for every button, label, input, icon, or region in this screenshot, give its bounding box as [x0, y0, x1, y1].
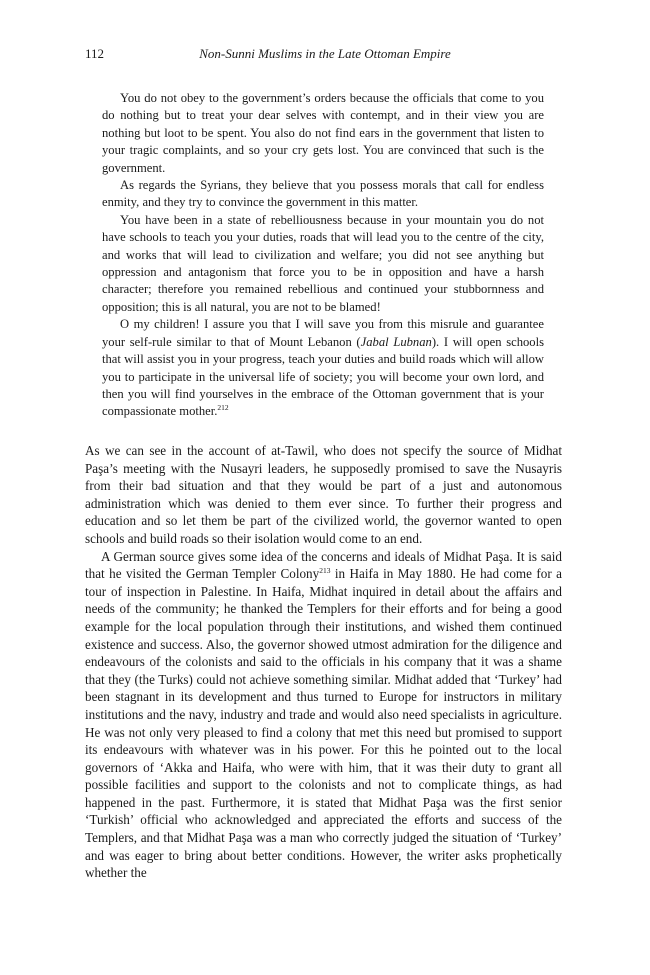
block-quote: [102, 90, 544, 421]
body-paragraph: As we can see in the account of at-Tawil, who does not specify the source of Midhat Paşa’s meeting with the Nusayri leaders, he supposedly promised to save the Nusayris from their bad situation and that they would be part of a just and autonomous administration which was denied to them ever since. To further their progress and education and so let them be part of the civilized world, the governor wanted to open schools and build roads so their isolation would come to an end.: [85, 443, 562, 546]
page-header: [85, 46, 565, 64]
footnote-marker: 213: [319, 566, 331, 576]
body-text: [85, 442, 562, 882]
running-title: Non-Sunni Muslims in the Late Ottoman Empire: [199, 46, 451, 61]
body-text-span: in Haifa in May 1880. He had come for a tour of inspection in Palestine. In Haifa, Midhat inquired in detail about the affairs and needs of the community; he thanked the Templers for their efforts and for being a good example for the local population through their institutions, and wished them continued existence and success. Also, the governor showed utmost admiration for the diligence and endeavours of the colonists and said to the officials in his company that it was a shame that they (the Turks) could not achieve something similar. Midhat added that ‘Turkey’ had been stagnant in its development and thus turned to Europe for instructors in military institutions and the navy, industry and trade and would also need specialists in agriculture. He was not only very pleased to find a colony that met this need but promised to support its endeavours with whatever was in his power. For this he pointed out to the local governors of ‘Akka and Haifa, who were with him, that it was their duty to grant all possible facilities and support to the colonists and not to complicate things, as had happened in the past. Furthermore, it is stated that Midhat Paşa was the first senior ‘Turkish’ official who acknowledged and appreciated the efforts and success of the Templers, and that Midhat Paşa was a man who correctly judged the situation of ‘Turkey’ and was eager to bring about better conditions. However, the writer asks prophetically whether the: [85, 566, 562, 881]
body-text-span: A German source gives some idea of the concerns and ideals of Midhat Paşa. It is said that he visited the German Templer Colony: [85, 548, 562, 582]
quote-text: O my children! I assure you that I will save you from this misrule and guarantee your self-rule similar to that of Mount Lebanon (: [102, 317, 544, 349]
quote-paragraph: You do not obey to the government’s orders because the officials that come to you do nothing but to treat your dear selves with contempt, and in their view you are nothing but loot to be spent. You also do not find ears in the government that listen to your tragic complaints, and so your cry gets lost. You are convinced that such is the government.: [102, 91, 544, 175]
quote-paragraph: You have been in a state of rebelliousness because in your mountain you do not have schools to teach you your duties, roads that will lead you to the centre of the city, and works that will lead to civilization and welfare; you did not see anything but oppression and antagonism that force you to be in opposition and have a harsh character; therefore you remained rebellious and continued your stubbornness and opposition; this is all natural, you are not to be blamed!: [102, 212, 544, 314]
page-number: 112: [85, 46, 105, 61]
quote-paragraph: As regards the Syrians, they believe that you possess morals that call for endless enmity, and they try to convince the government in this matter.: [102, 178, 544, 210]
italic-term: Jabal Lubnan: [360, 334, 432, 349]
body-paragraph: [85, 548, 562, 882]
quote-text: ). I will open schools that will assist you in your progress, teach your duties and build roads which will allow you to participate in the universal life of society; you will become your own lord, and then you will find yourselves in the embrace of the Ottoman government that is your compassionate mother.: [102, 334, 545, 419]
quote-paragraph: [102, 316, 544, 420]
footnote-marker: 212: [217, 403, 229, 413]
